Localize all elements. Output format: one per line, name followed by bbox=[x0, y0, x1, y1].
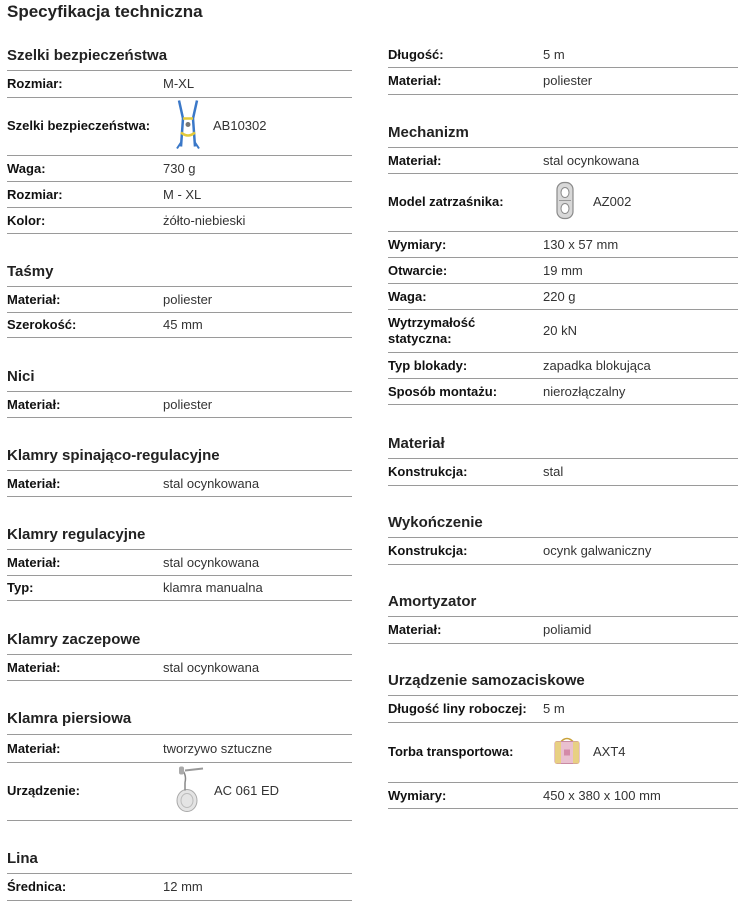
spec-row bbox=[388, 616, 738, 644]
section-title-urzadzenie: Urządzenie samozaciskowe bbox=[388, 672, 585, 689]
section-title-klamry-zaczepowe: Klamry zaczepowe bbox=[7, 631, 141, 648]
spec-value: 450 x 380 x 100 mm bbox=[543, 787, 661, 803]
spec-label: Rozmiar: bbox=[7, 76, 63, 91]
spec-label: Materiał: bbox=[7, 659, 61, 675]
spec-value: poliamid bbox=[543, 622, 592, 637]
spec-value: stal ocynkowana bbox=[543, 152, 640, 168]
spec-row bbox=[388, 695, 738, 723]
section-title-amortyzator: Amortyzator bbox=[388, 593, 477, 610]
spec-value: stal bbox=[543, 464, 564, 479]
spec-label: Typ blokady: bbox=[388, 357, 468, 373]
spec-value: stal ocynkowana bbox=[163, 659, 260, 675]
section-title-nici: Nici bbox=[7, 368, 35, 385]
spec-value: 130 x 57 mm bbox=[543, 236, 619, 252]
spec-label: Materiał: bbox=[7, 475, 61, 491]
section-title-mechanizm: Mechanizm bbox=[388, 124, 469, 141]
harness-icon bbox=[173, 99, 203, 154]
spec-row bbox=[7, 391, 352, 418]
spec-label: Materiał: bbox=[388, 73, 442, 88]
spec-value: 5 m bbox=[543, 46, 565, 62]
spec-row bbox=[388, 379, 738, 405]
section-title-klamry-spinajaco: Klamry spinająco-regulacyjne bbox=[7, 447, 220, 464]
spec-row bbox=[388, 232, 738, 258]
spec-row bbox=[388, 173, 738, 232]
spec-value: poliester bbox=[163, 291, 213, 307]
spec-label: Długość: bbox=[388, 46, 444, 62]
spec-label: Torba transportowa: bbox=[388, 744, 514, 759]
section-title-wykonczenie: Wykończenie bbox=[388, 514, 483, 531]
spec-value: AB10302 bbox=[213, 118, 267, 133]
spec-row bbox=[388, 68, 738, 95]
spec-value: poliester bbox=[163, 396, 213, 412]
spec-label: Średnica: bbox=[7, 879, 67, 894]
spec-row bbox=[7, 654, 352, 681]
section-title-szelki: Szelki bezpieczeństwa bbox=[7, 47, 168, 64]
spec-label: Otwarcie: bbox=[388, 262, 448, 278]
section-title-klamra-piersiowa: Klamra piersiowa bbox=[7, 710, 132, 727]
spec-value: ocynk galwaniczny bbox=[543, 543, 652, 558]
spec-value: 5 m bbox=[543, 701, 565, 716]
spec-label: Urządzenie: bbox=[7, 783, 80, 798]
spec-label: Model zatrzaśnika: bbox=[388, 194, 504, 209]
spec-label: Materiał: bbox=[7, 740, 61, 756]
snap-hook-icon bbox=[554, 181, 576, 224]
spec-row bbox=[7, 97, 352, 156]
spec-row bbox=[7, 182, 352, 208]
spec-value: 12 mm bbox=[163, 879, 203, 894]
spec-row bbox=[7, 208, 352, 234]
spec-row bbox=[7, 470, 352, 497]
spec-row bbox=[7, 873, 352, 901]
spec-value: stal ocynkowana bbox=[163, 554, 260, 570]
spec-value: tworzywo sztuczne bbox=[163, 740, 273, 756]
spec-value: klamra manualna bbox=[163, 579, 263, 595]
spec-row bbox=[7, 734, 352, 763]
spec-row bbox=[388, 310, 738, 353]
spec-label: Sposób montażu: bbox=[388, 383, 498, 399]
spec-row bbox=[388, 537, 738, 565]
spec-label: Materiał: bbox=[388, 622, 442, 637]
spec-value: 45 mm bbox=[163, 316, 203, 332]
spec-label: Konstrukcja: bbox=[388, 543, 468, 558]
spec-label: Waga: bbox=[7, 160, 46, 176]
spec-value: poliester bbox=[543, 73, 593, 88]
spec-row bbox=[7, 762, 352, 821]
spec-label: Wytrzymałość statyczna: bbox=[388, 315, 476, 346]
spec-value: 220 g bbox=[543, 288, 576, 304]
spec-row bbox=[388, 458, 738, 486]
section-title-tasmy: Taśmy bbox=[7, 263, 54, 280]
section-title-material: Materiał bbox=[388, 435, 445, 452]
spec-label: Kolor: bbox=[7, 212, 46, 228]
spec-row bbox=[388, 783, 738, 809]
spec-value: 20 kN bbox=[543, 323, 577, 338]
spec-label: Konstrukcja: bbox=[388, 464, 468, 479]
spec-row bbox=[7, 312, 352, 338]
section-title-lina: Lina bbox=[7, 850, 38, 867]
spec-label: Waga: bbox=[388, 288, 427, 304]
spec-value: nierozłączalny bbox=[543, 383, 626, 399]
spec-value: żółto-niebieski bbox=[163, 212, 246, 228]
spec-row bbox=[7, 156, 352, 182]
transport-bag-icon bbox=[553, 736, 581, 769]
lanyard-device-icon bbox=[173, 765, 207, 818]
spec-value: AXT4 bbox=[593, 744, 626, 759]
spec-row bbox=[388, 353, 738, 379]
spec-row bbox=[7, 549, 352, 576]
spec-row bbox=[388, 42, 738, 68]
spec-row bbox=[7, 575, 352, 601]
spec-value: stal ocynkowana bbox=[163, 475, 260, 491]
spec-label: Materiał: bbox=[7, 291, 61, 307]
spec-row bbox=[7, 70, 352, 98]
spec-label: Materiał: bbox=[388, 152, 442, 168]
spec-label: Szerokość: bbox=[7, 316, 77, 332]
page-title: Specyfikacja techniczna bbox=[7, 2, 203, 21]
spec-row bbox=[388, 258, 738, 284]
spec-row bbox=[7, 286, 352, 313]
spec-label: Wymiary: bbox=[388, 787, 447, 803]
spec-label: Typ: bbox=[7, 579, 34, 595]
spec-row bbox=[388, 147, 738, 174]
spec-row bbox=[388, 722, 738, 783]
spec-value: 730 g bbox=[163, 160, 196, 176]
spec-label: Rozmiar: bbox=[7, 186, 63, 202]
spec-label: Wymiary: bbox=[388, 236, 447, 252]
spec-label: Materiał: bbox=[7, 554, 61, 570]
spec-label: Szelki bezpieczeństwa: bbox=[7, 118, 151, 133]
spec-value: AZ002 bbox=[593, 194, 632, 209]
spec-row bbox=[388, 284, 738, 310]
section-title-klamry-regulacyjne: Klamry regulacyjne bbox=[7, 526, 146, 543]
spec-value: AC 061 ED bbox=[214, 783, 280, 798]
spec-label: Materiał: bbox=[7, 396, 61, 412]
spec-label: Długość liny roboczej: bbox=[388, 701, 527, 716]
spec-value: 19 mm bbox=[543, 262, 583, 278]
spec-value: zapadka blokująca bbox=[543, 357, 651, 373]
spec-value: M - XL bbox=[163, 186, 202, 202]
spec-value: M-XL bbox=[163, 76, 195, 91]
